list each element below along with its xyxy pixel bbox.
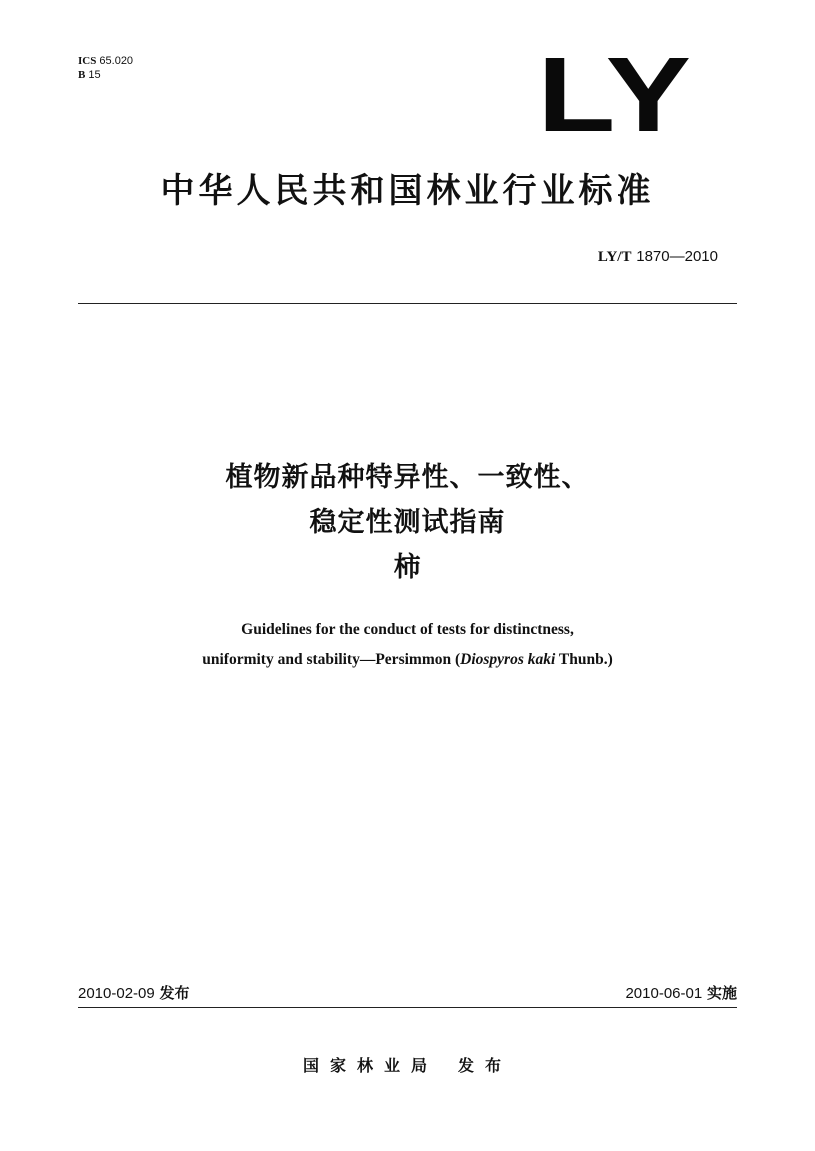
ccs-label: B [78, 69, 86, 81]
document-title-line3: 柿 [393, 552, 422, 583]
standard-code-prefix: LY/T [597, 249, 632, 265]
english-title-line2 [0, 646, 815, 674]
implement-label: 实施 [706, 984, 737, 1002]
ccs-line [78, 68, 133, 82]
ly-logo: LY [537, 35, 693, 155]
standard-code [598, 246, 718, 267]
document-title-line2: 稳定性测试指南 [309, 507, 506, 538]
publisher-line [0, 1054, 815, 1078]
english-title-line2-end: Thunb.) [555, 651, 613, 668]
issue-date: 2010-02-09 [78, 985, 155, 1002]
publisher-action: 发布 [458, 1056, 513, 1075]
english-title-latin-name: Diospyros kaki [460, 651, 556, 668]
implement-date: 2010-06-01 [625, 985, 703, 1002]
ics-code: 65.020 [99, 55, 134, 67]
standard-code-number: 1870—2010 [636, 248, 718, 265]
implement-date-row [625, 983, 737, 1004]
ccs-code: 15 [88, 69, 101, 81]
standard-title: 中华人民共和国林业行业标准 [160, 171, 655, 211]
publisher-name: 国家林业局 [302, 1056, 438, 1075]
issue-date-row [78, 983, 190, 1004]
classification-codes [78, 54, 133, 82]
issue-label: 发布 [159, 984, 190, 1002]
ics-label: ICS [78, 55, 97, 67]
document-title-line1: 植物新品种特异性、一致性、 [225, 462, 590, 493]
top-divider [78, 303, 737, 304]
bottom-divider [78, 1007, 737, 1008]
ics-line [78, 54, 133, 68]
english-title-line1: Guidelines for the conduct of tests for distinctness, [241, 621, 574, 638]
english-title-line2-start: uniformity and stability—Persimmon ( [202, 651, 461, 668]
